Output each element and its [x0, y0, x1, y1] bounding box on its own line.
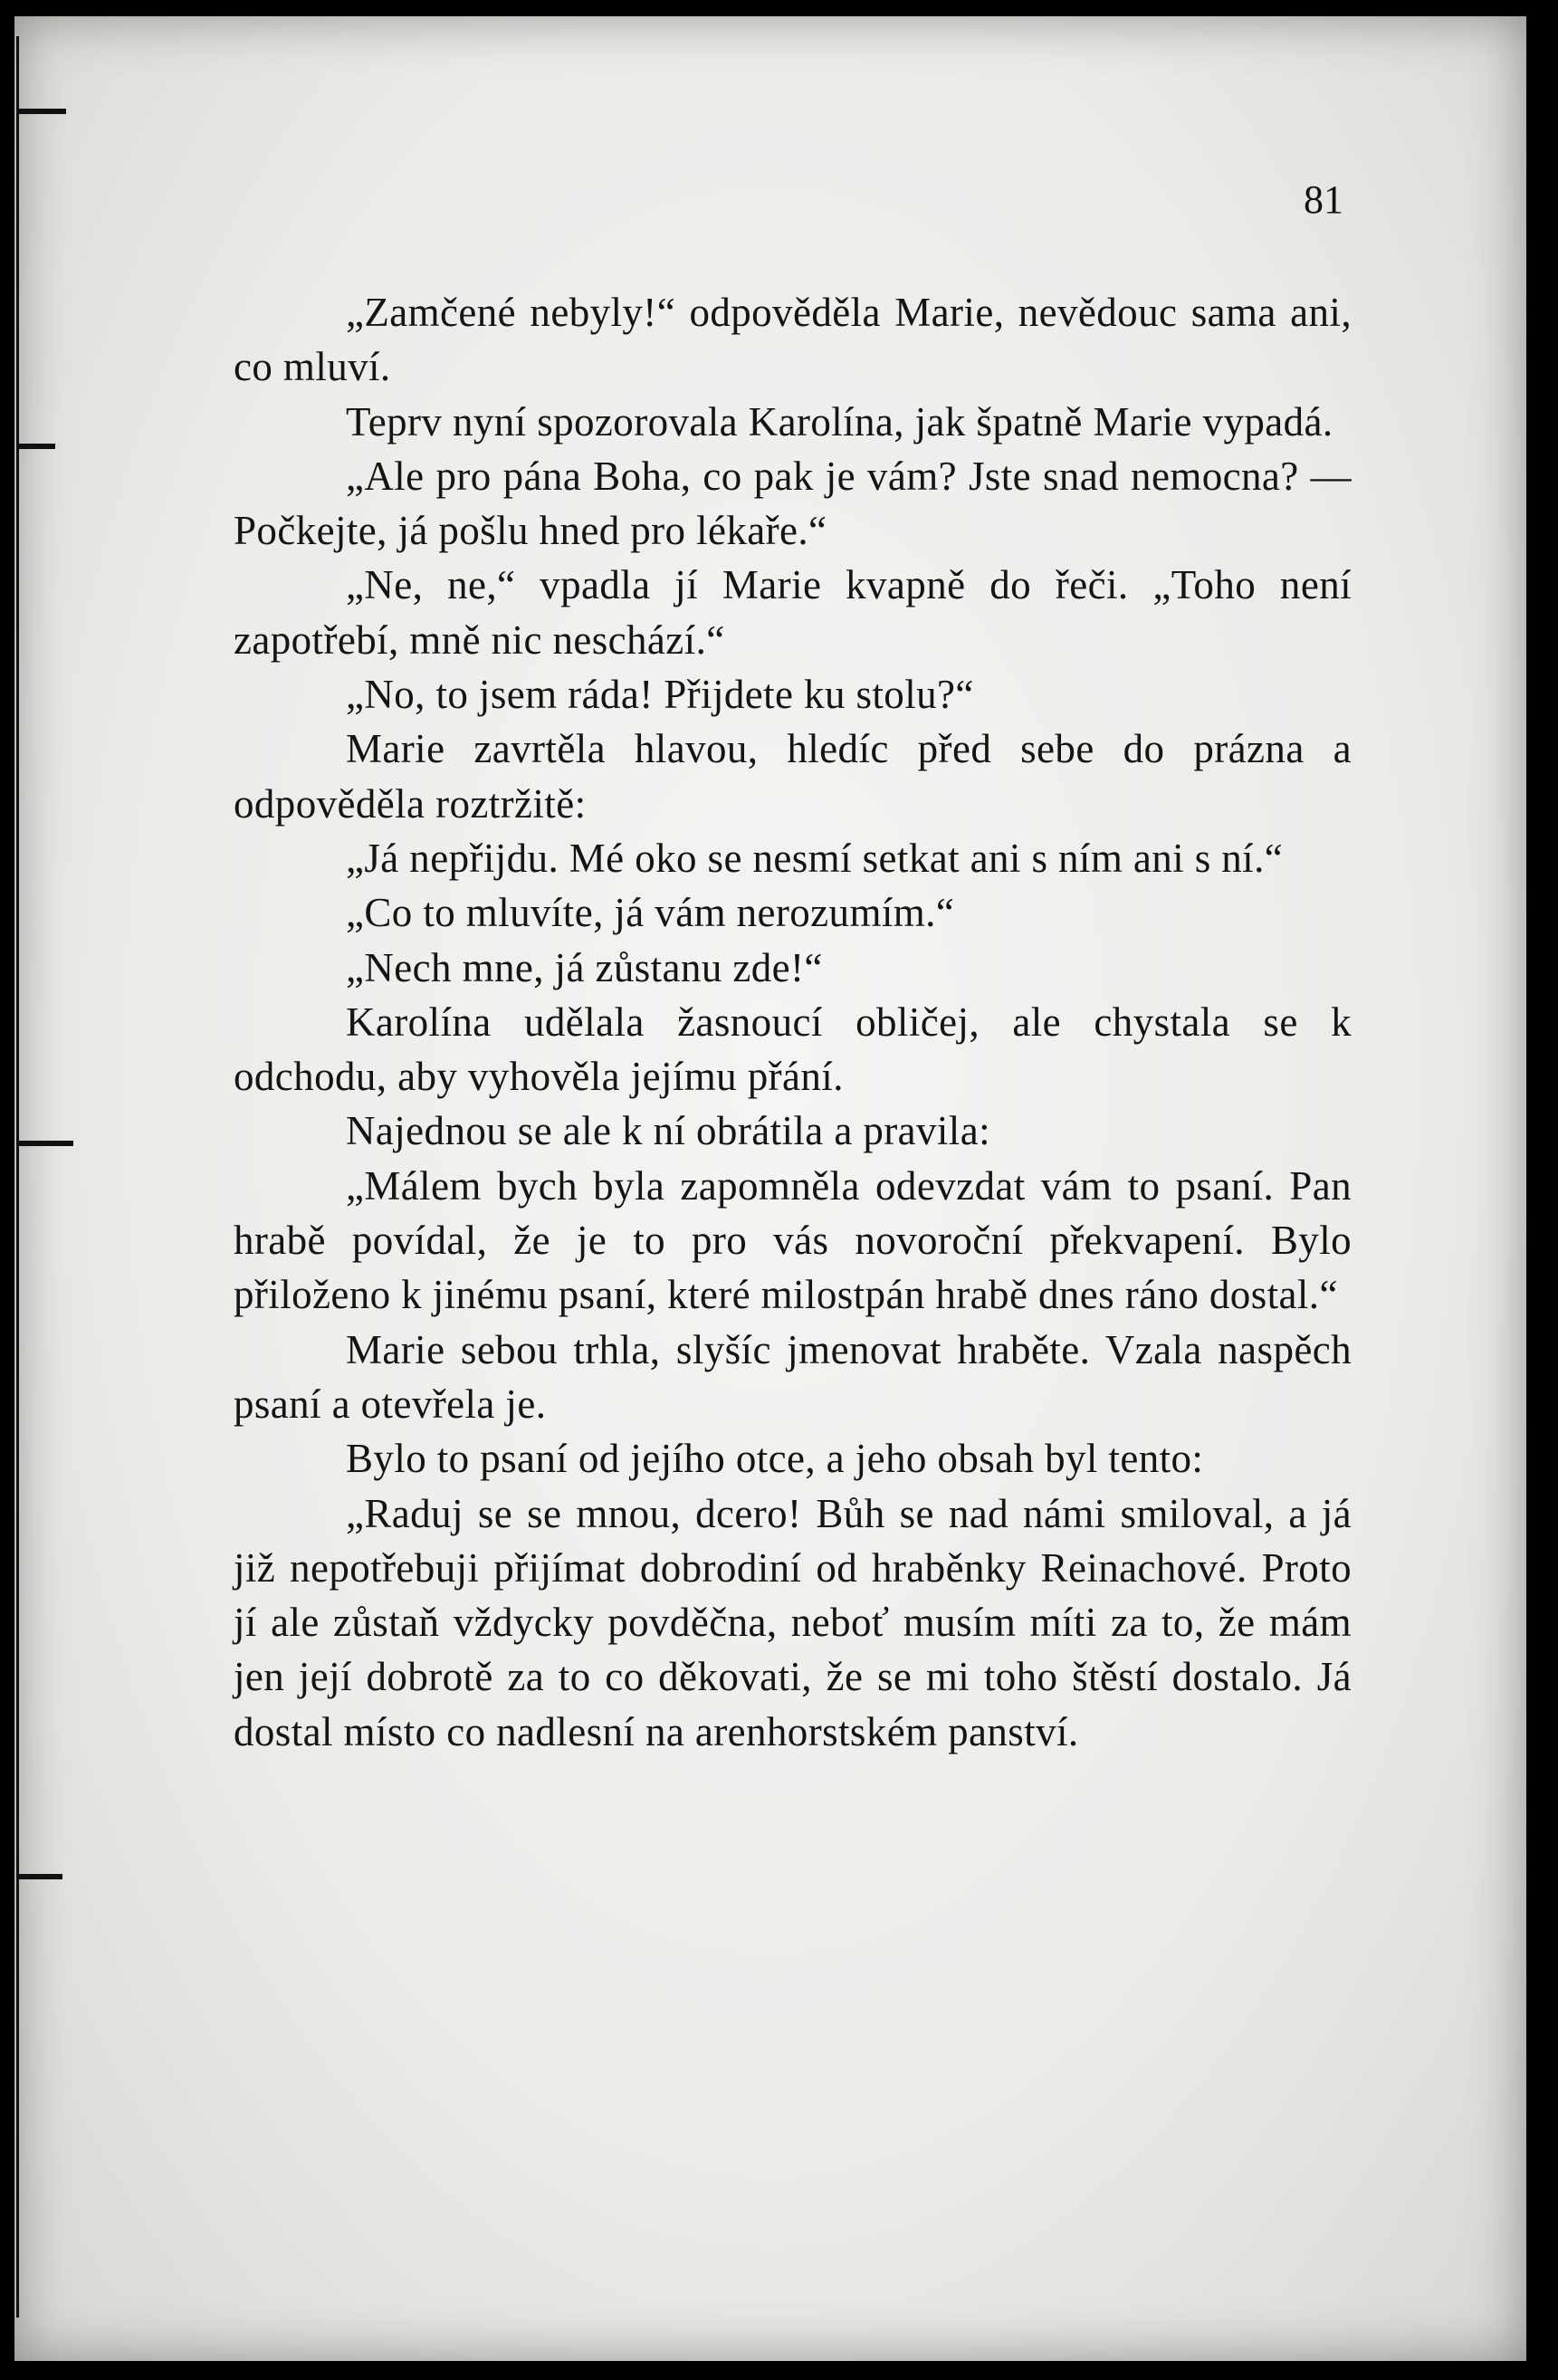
paragraph: „Nech mne, já zůstanu zde!“	[346, 944, 823, 990]
paragraph: Najednou se ale k ní obrátila a pravila:	[346, 1108, 990, 1154]
binding-mark	[19, 1874, 62, 1879]
binding-mark	[19, 1141, 73, 1146]
paragraph: „No, to jsem ráda! Přijdete ku stolu?“	[346, 672, 974, 718]
paragraph: „Málem bych byla zapomněla odevzdat vám to psaní. Pan hrabě povídal, že je to pro vás novoroční překvapení. Bylo přiloženo k jinému psaní, které milostpán hrabě dnes ráno dostal.“	[234, 1162, 1352, 1318]
paragraph: „Raduj se se mnou, dcero! Bůh se nad námi smiloval, a já již nepotřebuji přijímat dobrodiní od hraběnky Reinachové. Proto jí ale zůstaň vždycky povděčna, neboť musím míti za to, že mám jen její dobrotě za to co děkovati, že se mi toho štěstí dostalo. Já dostal místo co nadlesní na arenhorstském panství.	[234, 1490, 1352, 1754]
paragraph: Marie sebou trhla, slyšíc jmenovat hraběte. Vzala naspěch psaní a otevřela je.	[234, 1326, 1352, 1427]
binding-mark	[19, 109, 66, 114]
paragraph: Teprv nyní spozorovala Karolína, jak špatně Marie vypadá.	[346, 398, 1333, 444]
binding-mark	[19, 444, 55, 449]
paragraph: „Ale pro pána Boha, co pak je vám? Jste snad nemocna? — Počkejte, já pošlu hned pro lékaře.“	[234, 453, 1352, 554]
paragraph: Marie zavrtěla hlavou, hledíc před sebe do prázna a odpověděla roztržitě:	[234, 726, 1352, 827]
paragraph: „Zamčené nebyly!“ odpověděla Marie, nevědouc sama ani, co mluví.	[234, 290, 1352, 390]
paragraph: Karolína udělala žasnoucí obličej, ale chystala se k odchodu, aby vyhověla jejímu přání.	[234, 999, 1352, 1100]
body-text	[234, 285, 1352, 1759]
book-spine-edge	[16, 36, 28, 2318]
paragraph: „Co to mluvíte, já vám nerozumím.“	[346, 890, 955, 936]
paragraph: Bylo to psaní od jejího otce, a jeho obsah byl tento:	[346, 1436, 1204, 1482]
paragraph: „Já nepřijdu. Mé oko se nesmí setkat ani s ním ani s ní.“	[346, 835, 1284, 881]
page-number: 81	[1304, 177, 1343, 222]
paragraph: „Ne, ne,“ vpadla jí Marie kvapně do řeči. „Toho není zapotřebí, mně nic neschází.“	[234, 562, 1352, 663]
